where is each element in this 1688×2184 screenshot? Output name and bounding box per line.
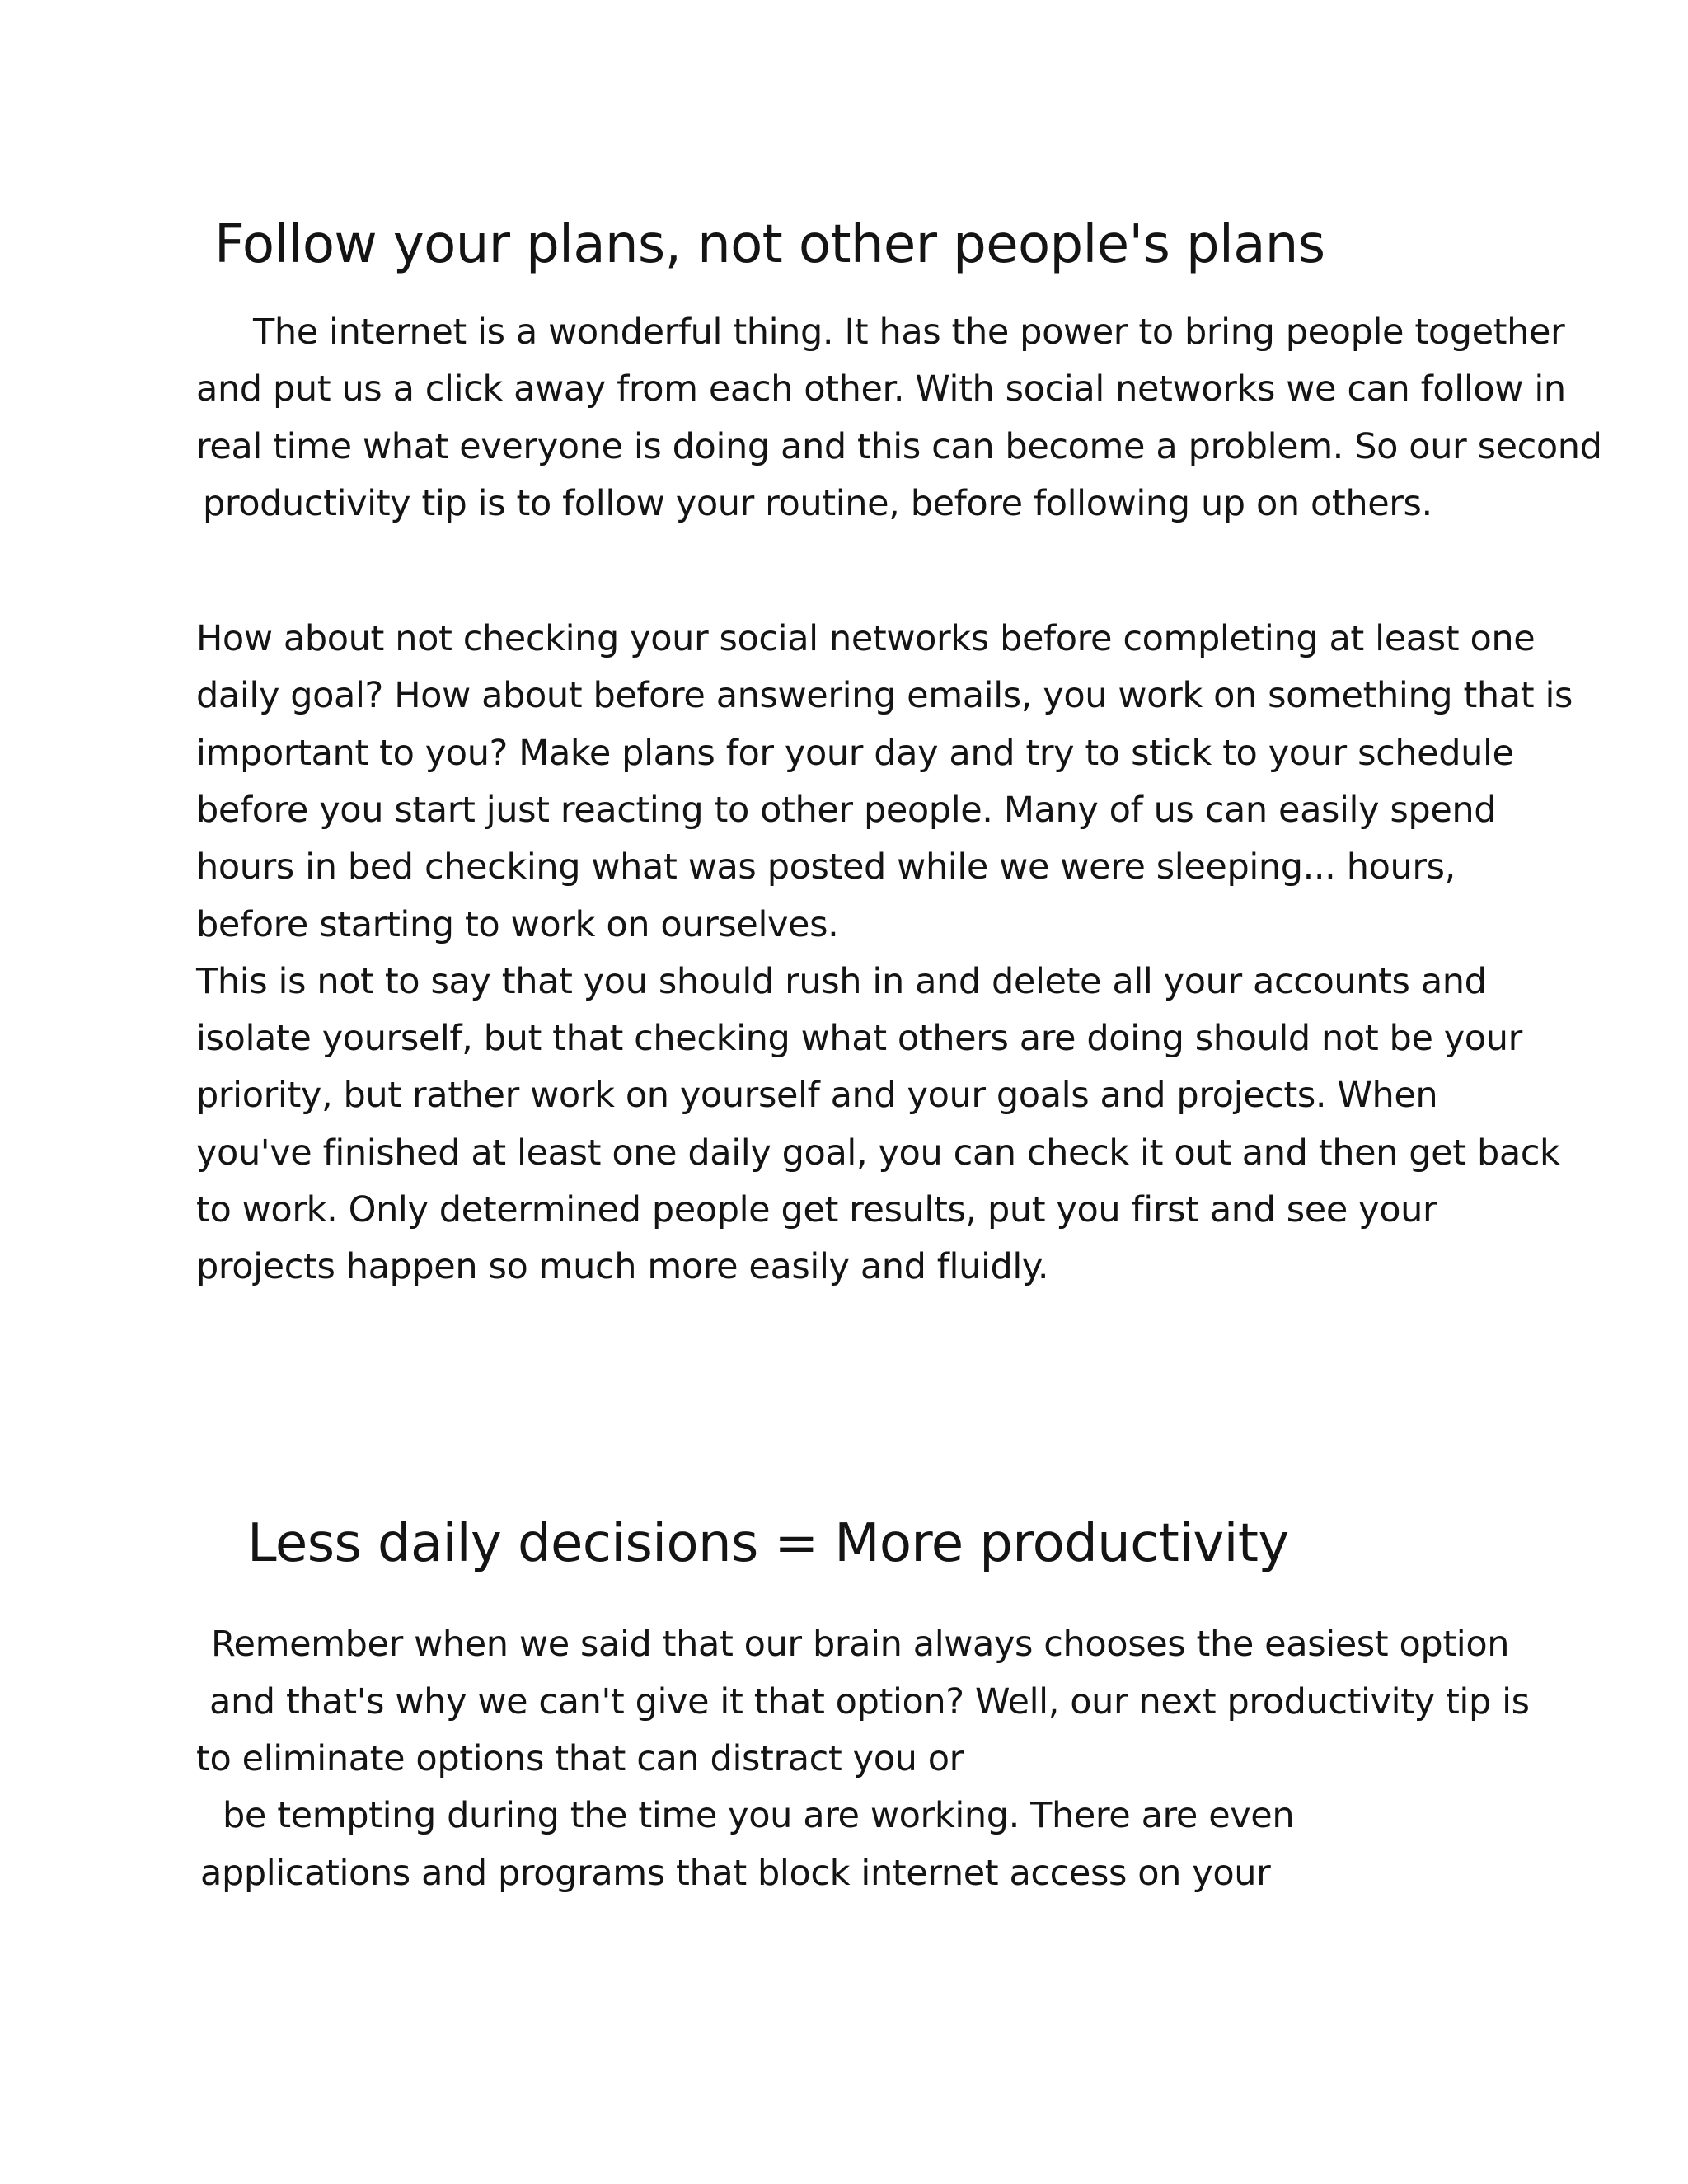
paragraph-line: productivity tip is to follow your routine, before following up on others. bbox=[203, 483, 1432, 524]
paragraph-line: be tempting during the time you are working. There are even bbox=[223, 1795, 1295, 1836]
paragraph-line: applications and programs that block internet access on your bbox=[200, 1853, 1271, 1894]
section-heading-follow-your-plans: Follow your plans, not other people's plans bbox=[214, 214, 1325, 275]
paragraph-line: projects happen so much more easily and fluidly. bbox=[196, 1246, 1049, 1287]
paragraph-line: and put us a click away from each other. With social networks we can follow in bbox=[196, 368, 1566, 410]
paragraph-line: hours in bed checking what was posted while we were sleeping... hours, bbox=[196, 846, 1456, 888]
paragraph-line: How about not checking your social networks before completing at least one bbox=[196, 618, 1536, 659]
paragraph-line: you've finished at least one daily goal, you can check it out and then get back bbox=[196, 1132, 1560, 1174]
paragraph-line: important to you? Make plans for your day and try to stick to your schedule bbox=[196, 733, 1514, 774]
paragraph-line: to eliminate options that can distract you or bbox=[196, 1738, 964, 1779]
paragraph-line: and that's why we can't give it that option? Well, our next productivity tip is bbox=[209, 1681, 1530, 1722]
paragraph-line: Remember when we said that our brain always chooses the easiest option bbox=[211, 1624, 1510, 1665]
paragraph-line: before starting to work on ourselves. bbox=[196, 904, 839, 945]
paragraph-line: daily goal? How about before answering emails, you work on something that is bbox=[196, 675, 1573, 716]
section-heading-less-daily-decisions: Less daily decisions = More productivity bbox=[247, 1513, 1289, 1574]
paragraph-line: real time what everyone is doing and this can become a problem. So our second bbox=[196, 426, 1602, 467]
paragraph-line: before you start just reacting to other people. Many of us can easily spend bbox=[196, 790, 1497, 831]
paragraph-line: priority, but rather work on yourself and your goals and projects. When bbox=[196, 1075, 1438, 1116]
paragraph-line: isolate yourself, but that checking what others are doing should not be your bbox=[196, 1018, 1522, 1059]
paragraph-line: The internet is a wonderful thing. It has the power to bring people together bbox=[253, 312, 1565, 353]
paragraph-line: to work. Only determined people get results, put you first and see your bbox=[196, 1189, 1437, 1230]
paragraph-line: This is not to say that you should rush in and delete all your accounts and bbox=[196, 961, 1487, 1002]
